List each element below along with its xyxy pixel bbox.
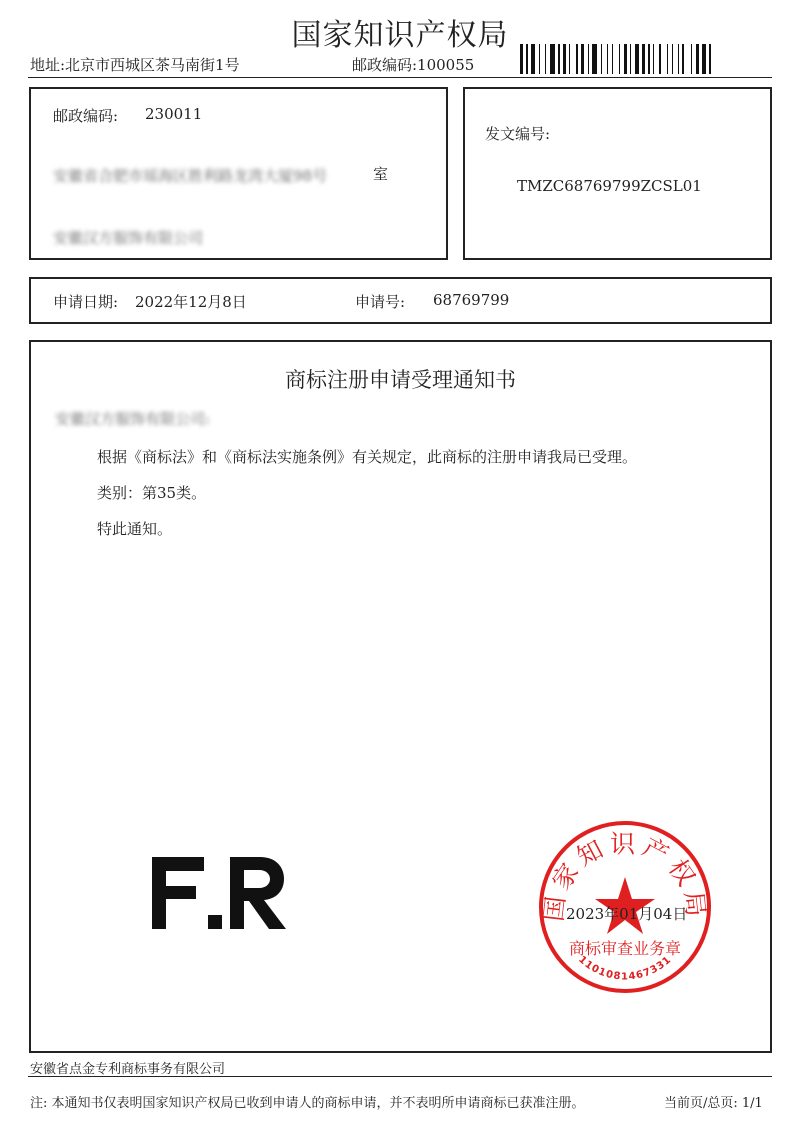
notice-date: 2023年01月04日: [566, 905, 688, 923]
barcode-bar: [563, 44, 566, 74]
office-postcode: 邮政编码:100055: [352, 56, 475, 74]
barcode-bar: [607, 44, 608, 74]
barcode-bar: [550, 44, 555, 74]
barcode-bar: [569, 44, 570, 74]
application-date-label: 申请日期:: [53, 293, 119, 311]
application-number-label: 申请号:: [355, 293, 406, 311]
footer-divider: [28, 1076, 772, 1077]
barcode-bar: [667, 44, 668, 74]
recipient-postcode-label: 邮政编码:: [53, 107, 119, 125]
barcode-bar: [601, 44, 602, 74]
application-date-value: 2022年12月8日: [135, 293, 247, 311]
barcode-bar: [678, 44, 679, 74]
barcode-bar: [576, 44, 578, 74]
notice-body: 根据《商标法》和《商标法实施条例》有关规定，此商标的注册申请我局已受理。: [97, 448, 638, 466]
header-divider: [28, 77, 772, 78]
footer-note: 注: 本通知书仅表明国家知识产权局已收到申请人的商标申请，并不表明所申请商标已获准注册。: [30, 1096, 585, 1111]
svg-text:国家知识产权局: 国家知识产权局: [538, 829, 712, 923]
notice-category: 类别：第35类。: [97, 484, 207, 502]
barcode-bar: [612, 44, 613, 74]
doc-number-label: 发文编号:: [485, 125, 551, 143]
barcode-bar: [691, 44, 692, 74]
barcode-bar: [702, 44, 706, 74]
page-counter: 当前页/总页: 1/1: [664, 1096, 763, 1111]
recipient-box: [29, 87, 448, 260]
barcode-bar: [709, 44, 711, 74]
barcode: [520, 44, 768, 74]
barcode-bar: [624, 44, 627, 74]
agency-name: 安徽省点金专利商标事务有限公司: [30, 1062, 226, 1077]
barcode-bar: [520, 44, 523, 74]
recipient-company: 安徽汉方服饰有限公司: [53, 229, 204, 247]
recipient-address-suffix: 室: [373, 165, 389, 183]
barcode-bar: [648, 44, 650, 74]
barcode-bar: [630, 44, 631, 74]
notice-title: 商标注册申请受理通知书: [285, 368, 516, 392]
barcode-bar: [558, 44, 560, 74]
barcode-bar: [642, 44, 645, 74]
page-title: 国家知识产权局: [291, 18, 509, 53]
notice-closing: 特此通知。: [97, 520, 173, 538]
barcode-bar: [531, 44, 535, 74]
doc-number-value: TMZC68769799ZCSL01: [517, 177, 702, 195]
application-number-value: 68769799: [433, 291, 510, 309]
trademark-logo: [152, 857, 286, 929]
recipient-address: 安徽省合肥市瑶海区胜利路龙湾大厦98号: [53, 167, 328, 185]
barcode-bar: [659, 44, 661, 74]
application-box: [29, 277, 772, 324]
barcode-bar: [545, 44, 546, 74]
barcode-bar: [682, 44, 684, 74]
notice-addressee: 安徽汉方服饰有限公司:: [55, 410, 211, 428]
barcode-bar: [581, 44, 584, 74]
barcode-bar: [526, 44, 528, 74]
recipient-postcode-value: 230011: [145, 105, 203, 123]
barcode-bar: [592, 44, 597, 74]
doc-number-box: [463, 87, 772, 260]
barcode-bar: [672, 44, 673, 74]
barcode-bar: [635, 44, 639, 74]
office-address: 地址:北京市西城区茶马南街1号: [30, 56, 240, 74]
barcode-bar: [696, 44, 699, 74]
svg-text:商标审查业务章: 商标审查业务章: [568, 939, 682, 958]
barcode-bar: [653, 44, 654, 74]
barcode-bar: [588, 44, 589, 74]
barcode-bar: [619, 44, 620, 74]
svg-text:1101081467331: 1101081467331: [576, 954, 674, 983]
barcode-bar: [539, 44, 540, 74]
